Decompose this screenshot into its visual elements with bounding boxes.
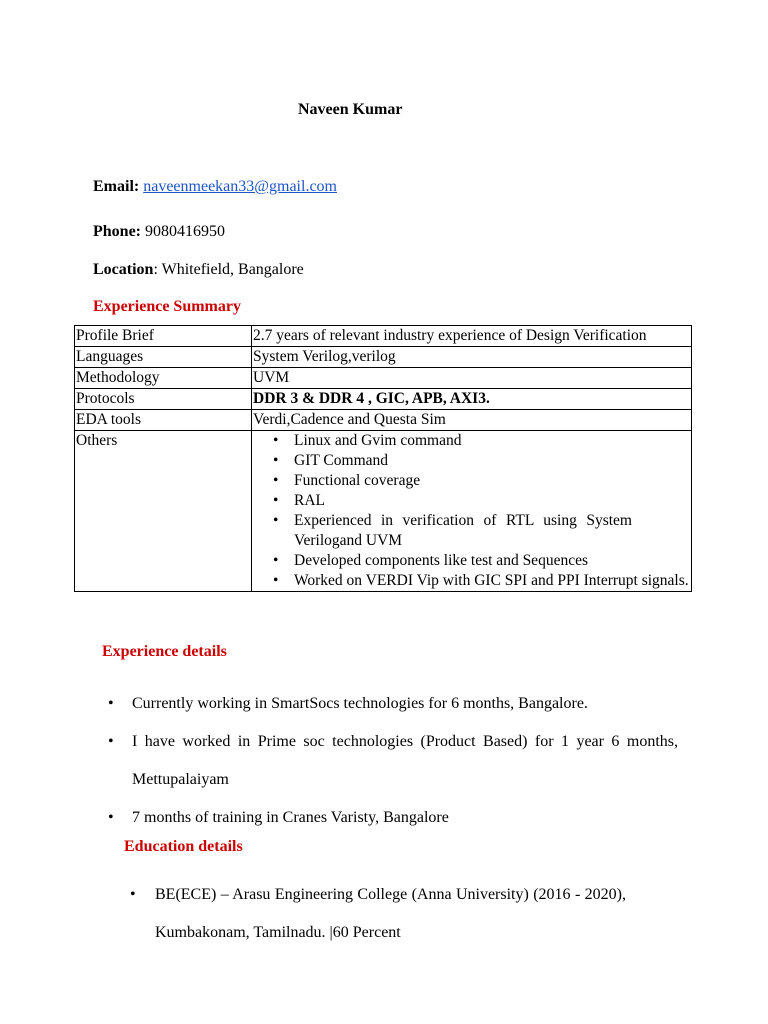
experience-details-heading: Experience details <box>102 643 227 660</box>
row-value: Verdi,Cadence and Questa Sim <box>252 410 692 431</box>
table-row <box>75 389 692 410</box>
item-text: 7 months of training in Cranes Varisty, Bangalore <box>132 809 449 826</box>
row-value: UVM <box>252 368 692 389</box>
list-item: • Experienced in verification of RTL using System Verilogand UVM <box>253 511 690 551</box>
phone-value: 9080416950 <box>145 223 225 240</box>
email-link[interactable]: naveenmeekan33@gmail.com <box>143 178 337 195</box>
item-text: I have worked in Prime soc technologies (Product Based) for 1 year 6 months, Mettupalaiyam <box>132 733 678 788</box>
row-key: Profile Brief <box>75 326 252 347</box>
item-text: BE(ECE) – Arasu Engineering College (Anna University) (2016 - 2020), Kumbakonam, Tamilnadu. |60 Percent <box>155 886 626 941</box>
row-key: EDA tools <box>75 410 252 431</box>
education-details-heading: Education details <box>124 838 243 855</box>
location-line <box>93 261 304 279</box>
candidate-name: Naveen Kumar <box>298 101 403 118</box>
phone-label: Phone: <box>93 223 141 240</box>
bullet-icon: • <box>108 733 114 750</box>
item-text: Currently working in SmartSocs technologies for 6 months, Bangalore. <box>132 695 588 712</box>
list-item: • Linux and Gvim command <box>253 431 690 451</box>
list-item <box>130 876 626 952</box>
experience-summary-table <box>74 325 692 592</box>
list-item: • Functional coverage <box>253 471 690 491</box>
row-key: Protocols <box>75 389 252 410</box>
bullet-icon: • <box>130 886 136 903</box>
row-key: Others <box>75 431 252 592</box>
others-cell <box>252 431 692 592</box>
list-item <box>108 685 678 723</box>
location-label: Location <box>93 261 154 278</box>
bullet-icon: • <box>108 809 114 826</box>
list-item: • RAL <box>253 491 690 511</box>
row-value: DDR 3 & DDR 4 , GIC, APB, AXI3. <box>252 389 692 410</box>
others-list <box>253 431 690 591</box>
email-line <box>93 178 337 196</box>
email-label: Email: <box>93 178 140 195</box>
row-value: System Verilog,verilog <box>252 347 692 368</box>
row-key: Methodology <box>75 368 252 389</box>
table-row <box>75 326 692 347</box>
row-value: 2.7 years of relevant industry experience of Design Verification <box>252 326 692 347</box>
education-details-list <box>130 876 626 952</box>
location-value: : Whitefield, Bangalore <box>153 261 304 278</box>
table-row <box>75 347 692 368</box>
table-row <box>75 368 692 389</box>
phone-line <box>93 223 225 241</box>
experience-details-list <box>108 685 678 837</box>
row-key: Languages <box>75 347 252 368</box>
bullet-icon: • <box>108 695 114 712</box>
list-item <box>108 723 678 799</box>
experience-summary-heading: Experience Summary <box>93 298 241 315</box>
list-item: • GIT Command <box>253 451 690 471</box>
list-item: • Developed components like test and Sequences <box>253 551 690 571</box>
table-row <box>75 431 692 592</box>
table-row <box>75 410 692 431</box>
list-item <box>108 799 678 837</box>
list-item: • Worked on VERDI Vip with GIC SPI and PPI Interrupt signals. <box>253 571 690 591</box>
